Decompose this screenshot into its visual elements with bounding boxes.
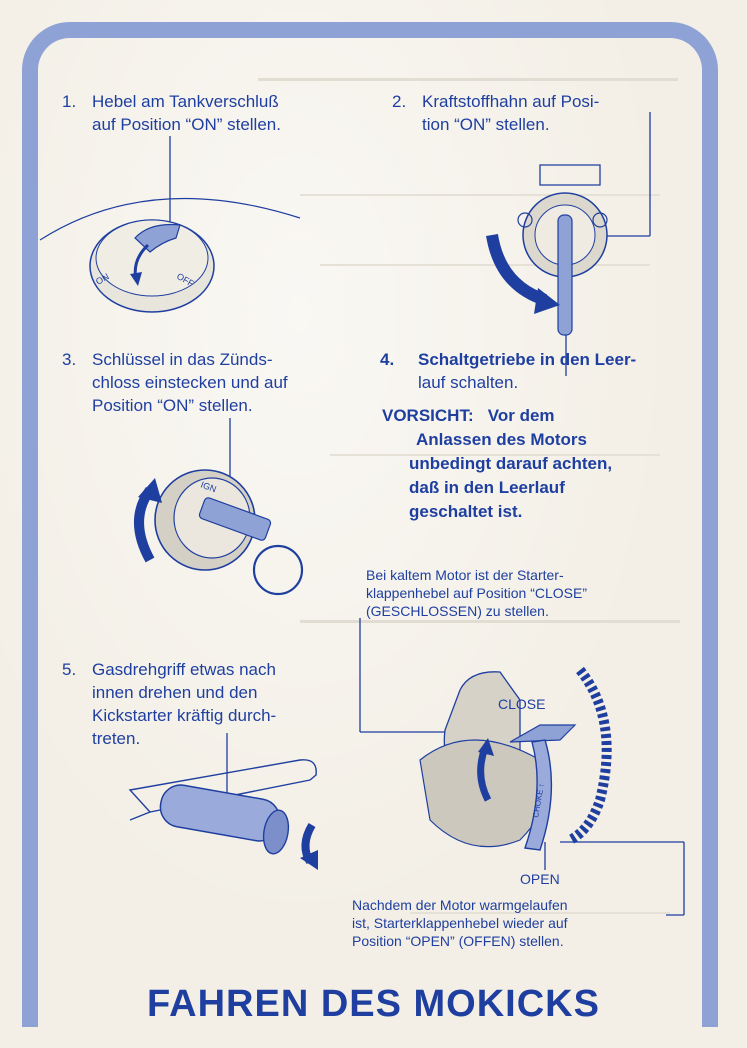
warm-note-line2: ist, Starterklappenhebel wieder auf: [352, 915, 568, 931]
caution-line1: Vor dem: [487, 406, 555, 425]
step-3-line2: chloss einstecken und auf: [92, 373, 288, 392]
choke-note-line2: klappenhebel auf Position “CLOSE”: [366, 585, 588, 601]
page-title: FAHREN DES MOKICKS: [147, 983, 600, 1025]
choke-open-label: OPEN: [520, 871, 560, 887]
step-5-line3: Kickstarter kräftig durch-: [92, 706, 277, 725]
throttle-grip-illustration: [130, 760, 318, 870]
choke-lever-label: CHOKE ↑: [531, 782, 546, 819]
choke-note-line1: Bei kaltem Motor ist der Starter-: [366, 567, 564, 583]
step-5-line4: treten.: [92, 729, 141, 748]
step-2-line2: tion “ON” stellen.: [422, 115, 550, 134]
choke-close-label: CLOSE: [498, 696, 546, 712]
ignition-label: IGN: [199, 479, 218, 495]
step-number: 4.: [380, 350, 395, 369]
step-1-line2: auf Position “ON” stellen.: [92, 115, 281, 134]
step-number: 3.: [62, 350, 77, 369]
step-4-line2: lauf schalten.: [418, 373, 519, 392]
step-5-line2: innen drehen und den: [92, 683, 258, 702]
caution-line5: geschaltet ist.: [409, 502, 523, 521]
step-3-line3: Position “ON” stellen.: [92, 396, 253, 415]
step-number: 5.: [62, 660, 77, 679]
step-number: 1.: [62, 92, 77, 111]
tank-cap-off-label: OFF: [175, 271, 196, 289]
caution-line4: daß in den Leerlauf: [409, 478, 565, 497]
warm-note-line3: Position “OPEN” (OFFEN) stellen.: [352, 933, 564, 949]
fuel-tap-illustration: [492, 165, 607, 335]
choke-lever-illustration: [420, 670, 607, 887]
step-2-line1: Kraftstoffhahn auf Posi-: [422, 92, 600, 111]
step-number: 2.: [392, 92, 407, 111]
caution-line3: unbedingt darauf achten,: [409, 454, 613, 473]
step-1-line1: Hebel am Tankverschluß: [92, 92, 279, 111]
caution-label: VORSICHT:: [382, 406, 474, 425]
step-3-line1: Schlüssel in das Zünds-: [92, 350, 273, 369]
warm-note-line1: Nachdem der Motor warmgelaufen: [352, 897, 568, 913]
ignition-key-illustration: [138, 470, 302, 594]
step-4-line1: Schaltgetriebe in den Leer-: [418, 350, 637, 369]
tank-cap-on-label: ON: [94, 271, 111, 287]
choke-note-line3: (GESCHLOSSEN) zu stellen.: [366, 603, 549, 619]
step-5-line1: Gasdrehgriff etwas nach: [92, 660, 276, 679]
caution-line2: Anlassen des Motors: [416, 430, 587, 449]
